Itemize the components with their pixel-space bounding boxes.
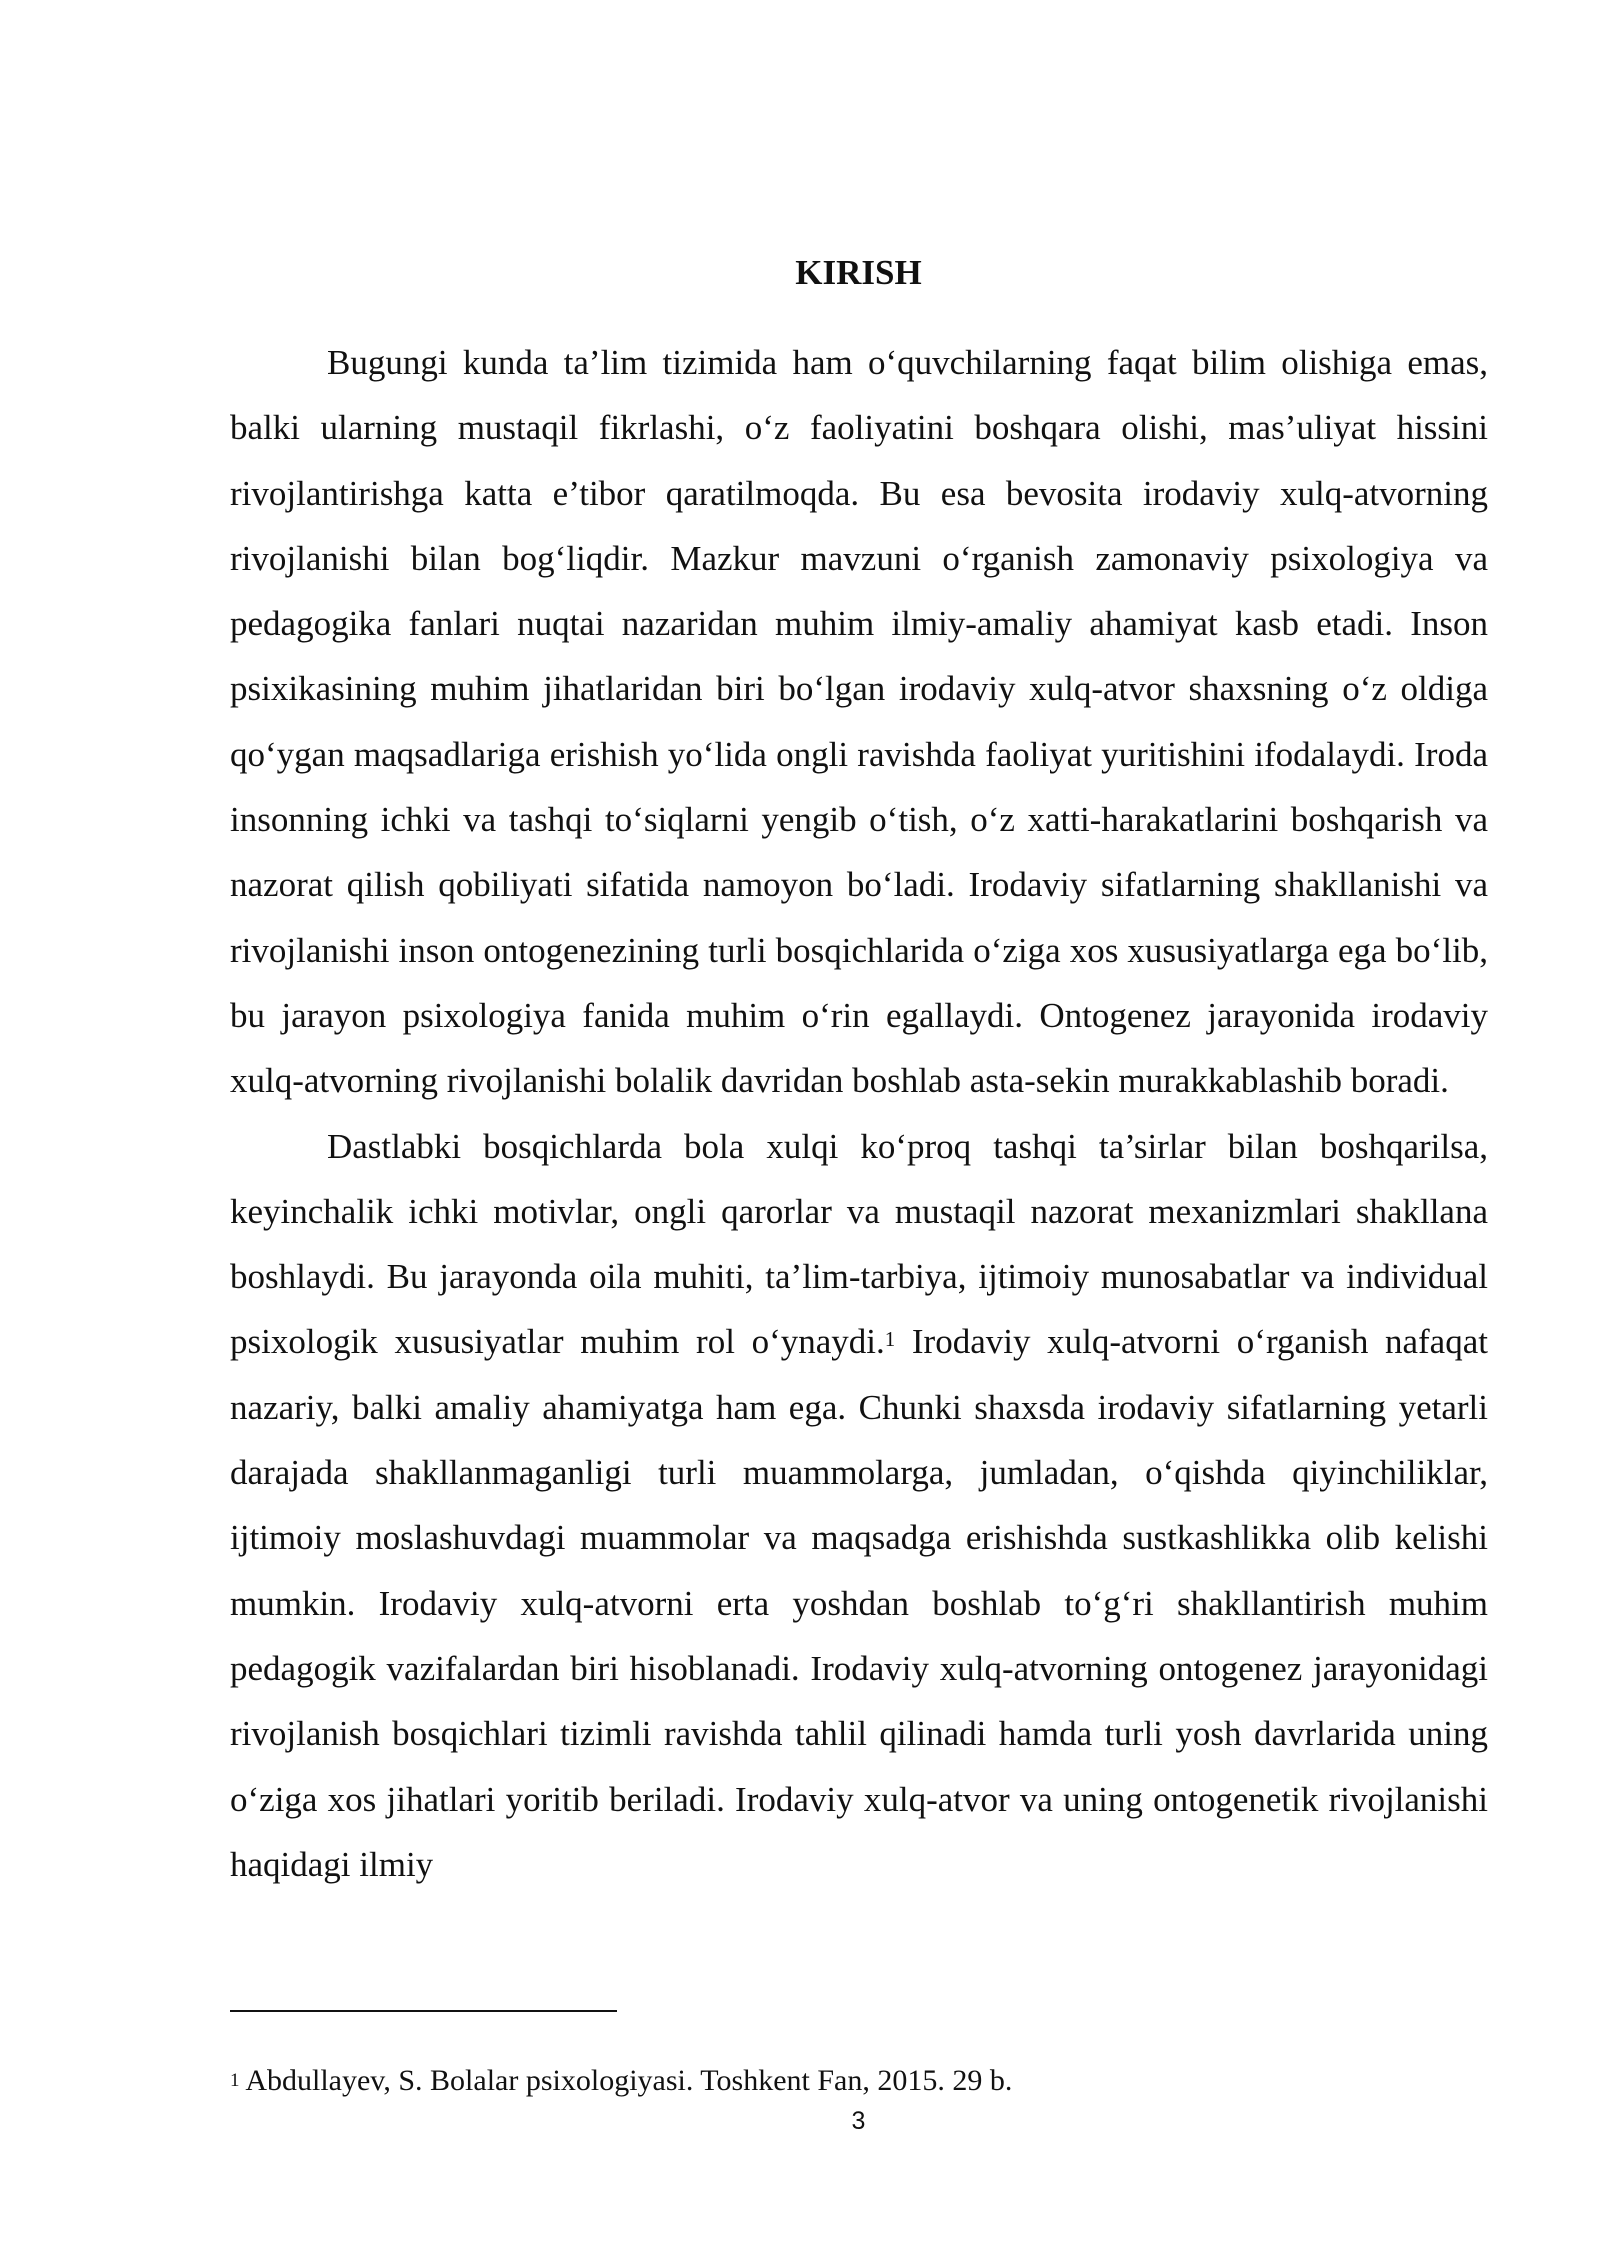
paragraph-2: [230, 1114, 1488, 1898]
footnote-separator: [230, 2010, 617, 2012]
footnote: [230, 2063, 1488, 2099]
footnote-reference-mark: 1: [884, 1327, 896, 1352]
page-number: 3: [851, 2107, 866, 2135]
body-text: [230, 330, 1488, 1897]
paragraph-2-text-before-note: Dastlabki bosqichlarda bola xulqi ko‘proq tashqi ta’sirlar bilan boshqarilsa, keyinchalik ichki motivlar, ongli qarorlar va mustaqil nazorat mexanizmlari shakllana boshlaydi. Bu jarayonda oila muhiti, ta’lim-tarbiya, ijtimoiy munosabatlar va individual psixologik xususiyatlar muhim rol o‘ynaydi.: [230, 1126, 1488, 1362]
paragraph-2-text-after-note: Irodaviy xulq-atvorni o‘rganish nafaqat nazariy, balki amaliy ahamiyatga ham ega. Chunki shaxsda irodaviy sifatlarning yetarli darajada shakllanmaganligi turli muammolarga, jumladan, o‘qishda qiyinchiliklar, ijtimoiy moslashuvdagi muammolar va maqsadga erishishda sustkashlikka olib kelishi mumkin. Irodaviy xulq-atvorni erta yoshdan boshlab to‘g‘ri shakllantirish muhim pedagogik vazifalardan biri hisoblanadi. Irodaviy xulq-atvorning ontogenez jarayonidagi rivojlanish bosqichlari tizimli ravishda tahlil qilinadi hamda turli yosh davrlarida uning o‘ziga xos jihatlari yoritib beriladi. Irodaviy xulq-atvor va uning ontogenetik rivojlanishi haqidagi ilmiy: [230, 1322, 1488, 1884]
footnote-text: Abdullayev, S. Bolalar psixologiyasi. Toshkent Fan, 2015. 29 b.: [239, 2064, 1013, 2097]
page-heading: KIRISH: [795, 253, 922, 292]
footnote-mark: 1: [230, 2070, 240, 2091]
paragraph-1: Bugungi kunda ta’lim tizimida ham o‘quvchilarning faqat bilim olishiga emas, balki ularning mustaqil fikrlashi, o‘z faoliyatini boshqara olishi, mas’uliyat hissini rivojlantirishga katta e’tibor qaratilmoqda. Bu esa bevosita irodaviy xulq-atvorning rivojlanishi bilan bog‘liqdir. Mazkur mavzuni o‘rganish zamonaviy psixologiya va pedagogika fanlari nuqtai nazaridan muhim ilmiy-amaliy ahamiyat kasb etadi. Inson psixikasining muhim jihatlaridan biri bo‘lgan irodaviy xulq-atvor shaxsning o‘z oldiga qo‘ygan maqsadlariga erishish yo‘lida ongli ravishda faoliyat yuritishini ifodalaydi. Iroda insonning ichki va tashqi to‘siqlarni yengib o‘tish, o‘z xatti-harakatlarini boshqarish va nazorat qilish qobiliyati sifatida namoyon bo‘ladi. Irodaviy sifatlarning shakllanishi va rivojlanishi inson ontogenezining turli bosqichlarida o‘ziga xos xususiyatlarga ega bo‘lib, bu jarayon psixologiya fanida muhim o‘rin egallaydi. Ontogenez jarayonida irodaviy xulq-atvorning rivojlanishi bolalik davridan boshlab asta-sekin murakkablashib boradi.: [230, 343, 1488, 1101]
